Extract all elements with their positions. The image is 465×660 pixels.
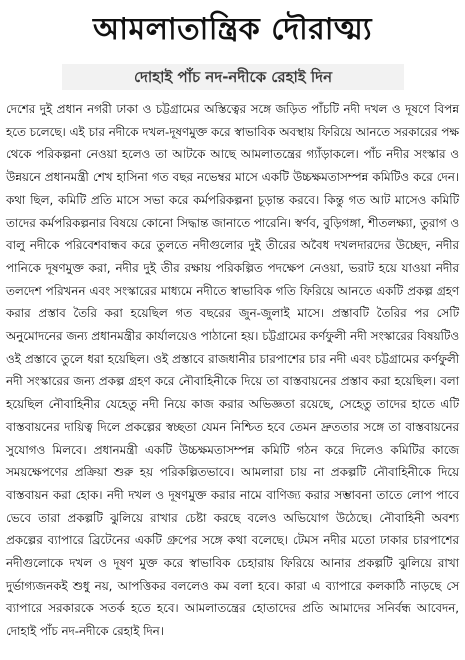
headline: আমলাতান্ত্রিক দৌরাত্ম্য (92, 12, 373, 47)
subtitle-bar (62, 64, 404, 90)
subtitle: দোহাই পাঁচ নদ-নদীকে রেহাই দিন (133, 68, 333, 86)
article-paragraph: দেশের দুই প্রধান নগরী ঢাকা ও চট্টগ্রামের অস্তিত্বের সঙ্গে জড়িত পাঁচটি নদী দখল ও দূষণে বিপন্ন হতে চলেছে। এই চার নদীকে দখল-দূষণমুক্ত করে স্বাভাবিক অবস্থায় ফিরিয়ে আনতে সরকারের পক্ষ থেকে পরিকল্পনা নেওয়া হলেও তা আটকে আছে আমলাতন্ত্রের গ্যাঁড়াকলে। পাঁচ নদীর সংস্কার ও উন্নয়নে প্রধানমন্ত্রী শেখ হাসিনা গত বছর নভেম্বর মাসে একটি উচ্চক্ষমতাসম্পন্ন কমিটিও করে দেন। কথা ছিল, কমিটি প্রতি মাসে সভা করে কর্মপরিকল্পনা চূড়ান্ত করবে। কিন্তু গত আট মাসেও কমিটি তাদের কর্মপরিকল্পনার বিষয়ে কোনো সিদ্ধান্ত জানাতে পারেনি। স্বর্ণব, বুড়িগঙ্গা, শীতলক্ষ্যা, তুরাগ ও বালু নদীকে পরিবেশবান্ধব করে তুলতে নদীগুলোর দুই তীরের অবৈধ দখলদারদের উচ্ছেদ, নদীর পানিকে দূষণমুক্ত করা, নদীর দুই তীর রক্ষায় পরিকল্পিত পদক্ষেপ নেওয়া, ভরাট হয়ে যাওয়া নদীর তলদেশ পরিখনন এবং সংস্কারের মাধ্যমে নদীতে স্বাভাবিক গতি ফিরিয়ে আনতে একটি প্রকল্প গ্রহণ করার প্রস্তাব তৈরি করা হয়েছিল গত বছরের জুন-জুলাই মাসে। প্রস্তাবটি তৈরির পর সেটি অনুমোদনের জন্য প্রধানমন্ত্রীর কার্যালয়েও পাঠানো হয়। চট্টগ্রামের কর্ণফুলী নদী সংস্কারের বিষয়টিও ওই প্রস্তাবে তুলে ধরা হয়েছিল। ওই প্রস্তাবে রাজধানীর চারপাশের চার নদী এবং চট্টগ্রামের কর্ণফুলী নদী সংস্কারের জন্য প্রকল্প গ্রহণ করে নৌবাহিনীকে দিয়ে তা বাস্তবায়নের প্রস্তাব করা হয়েছিল। বলা হয়েছিল নৌবাহিনীর যেহেতু নদী নিয়ে কাজ করার অভিজ্ঞতা রয়েছে, সেহেতু তাদের হাতে এটি বাস্তবায়নের দায়িত্ব দিলে প্রকল্পের স্বচ্ছতা যেমন নিশ্চিত হবে তেমন দ্রুততার সঙ্গে তা বাস্তবায়নের সুযোগও মিলবে। প্রধানমন্ত্রী একটি উচ্চক্ষমতাসম্পন্ন কমিটি গঠন করে দিলেও কমিটির কাজে সময়ক্ষেপণের প্রক্রিয়া শুরু হয় পরিকল্পিতভাবে। আমলারা চায় না প্রকল্পটি নৌবাহিনীকে দিয়ে বাস্তবায়ন করা হোক। নদী দখল ও দূষণমুক্ত করার নামে বাণিজ্য করার সম্ভাবনা তাতে লোপ পাবে ভেবে তারা প্রকল্পটি ঝুলিয়ে রাখার চেষ্টা করছে বলেও অভিযোগ উঠেছে। নৌবাহিনী অবশ্য প্রকল্পের ব্যাপারে ব্রিটেনের একটি গ্রুপের সঙ্গে কথা বলেছে। টেমস নদীর মতো ঢাকার চারপাশের নদীগুলোকে দখল ও দূষণ মুক্ত করে স্বাভাবিক চেহারায় ফিরিয়ে আনার প্রকল্পটি ঝুলিয়ে রাখা দুর্ভাগ্যজনকই শুধু নয়, আপত্তিকর বললেও কম বলা হবে। কারা এ ব্যাপারে কলকাঠি নাড়ছে সে ব্যাপারে সরকারকে সতর্ক হতে হবে। আমলাতন্ত্রের হোতাদের প্রতি আমাদের সনির্বন্ধ আবেদন, দোহাই পাঁচ নদ-নদীকে রেহাই দিন। (6, 102, 459, 639)
article-body (6, 98, 459, 643)
